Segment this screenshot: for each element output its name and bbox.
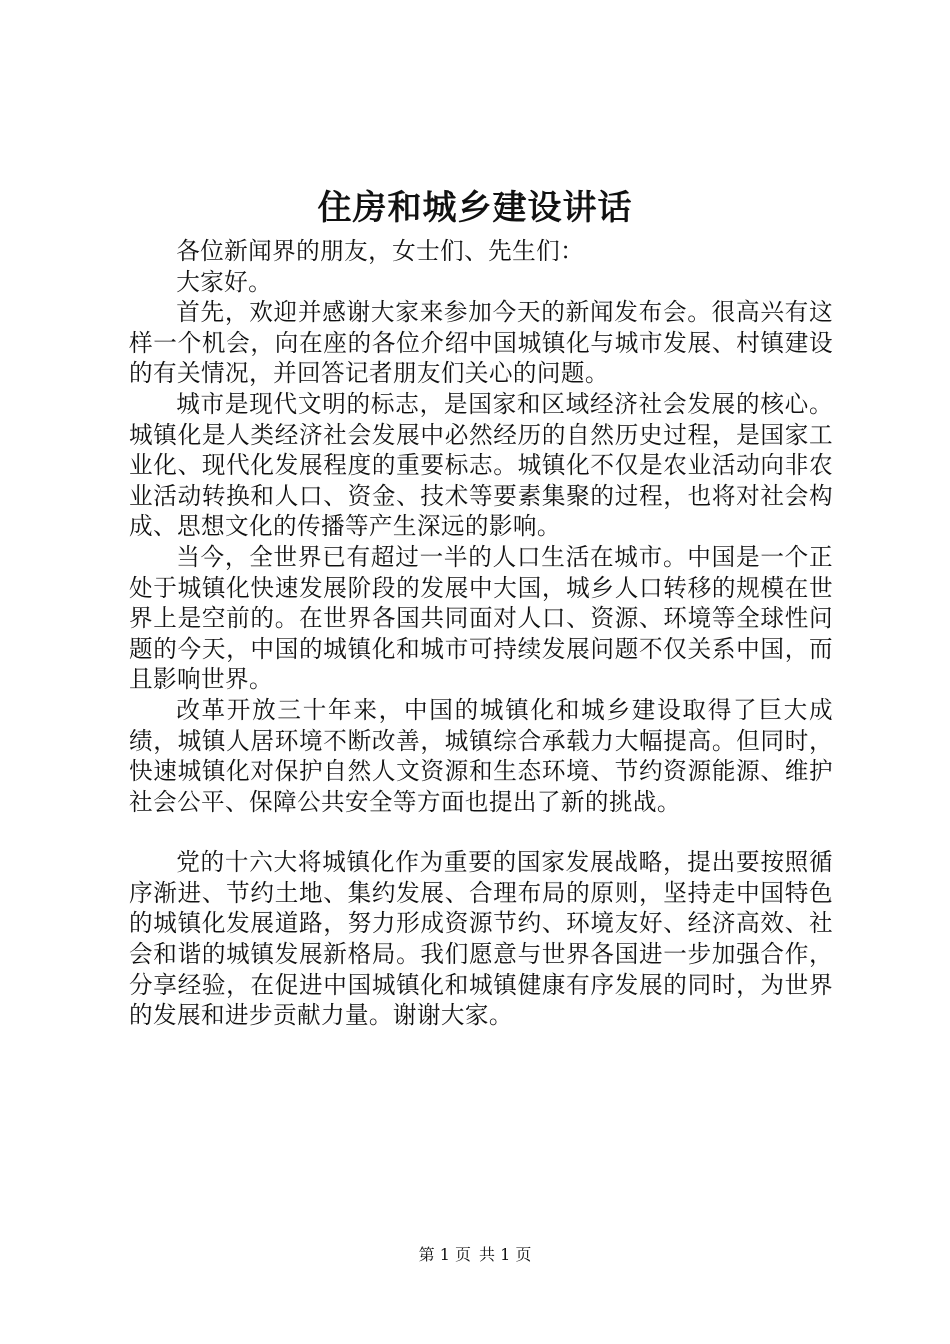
city-significance-paragraph: 城市是现代文明的标志，是国家和区域经济社会发展的核心。城镇化是人类经济社会发展中必然经历的自然历史过程，是国家工业化、现代化发展程度的重要标志。城镇化不仅是农业活动向非农业活动转换和人口、资金、技术等要素集聚的过程，也将对社会构成、思想文化的传播等产生深远的影响。 — [129, 389, 833, 541]
page-number-current: 第 1 页 — [418, 1245, 471, 1264]
document-title: 住房和城乡建设讲话 — [317, 188, 633, 228]
strategy-paragraph: 党的十六大将城镇化作为重要的国家发展战略，提出要按照循序渐进、节约土地、集约发展、合理布局的原则，坚持走中国特色的城镇化发展道路，努力形成资源节约、环境友好、经济高效、社会和谐的城镇发展新格局。我们愿意与世界各国进一步加强合作，分享经验，在促进中国城镇化和城镇健康有序发展的同时，为世界的发展和进步贡献力量。谢谢大家。 — [129, 848, 833, 1030]
welcome-paragraph: 首先，欢迎并感谢大家来参加今天的新闻发布会。很高兴有这样一个机会，向在座的各位介绍中国城镇化与城市发展、村镇建设的有关情况，并回答记者朋友们关心的问题。 — [129, 298, 833, 388]
salutation-paragraph: 各位新闻界的朋友，女士们、先生们： — [176, 237, 585, 265]
reform-achievements-paragraph: 改革开放三十年来，中国的城镇化和城乡建设取得了巨大成绩，城镇人居环境不断改善，城镇综合承载力大幅提高。但同时，快速城镇化对保护自然人文资源和生态环境、节约资源能源、维护社会公平、保障公共安全等方面也提出了新的挑战。 — [129, 695, 833, 816]
page-footer — [0, 1244, 950, 1266]
greeting-paragraph: 大家好。 — [176, 267, 273, 296]
page-number-total: 共 1 页 — [479, 1245, 532, 1264]
global-urbanization-paragraph: 当今，全世界已有超过一半的人口生活在城市。中国是一个正处于城镇化快速发展阶段的发展中大国，城乡人口转移的规模在世界上是空前的。在世界各国共同面对人口、资源、环境等全球性问题的今天，中国的城镇化和城市可持续发展问题不仅关系中国，而且影响世界。 — [129, 542, 833, 694]
document-body — [129, 236, 833, 1031]
